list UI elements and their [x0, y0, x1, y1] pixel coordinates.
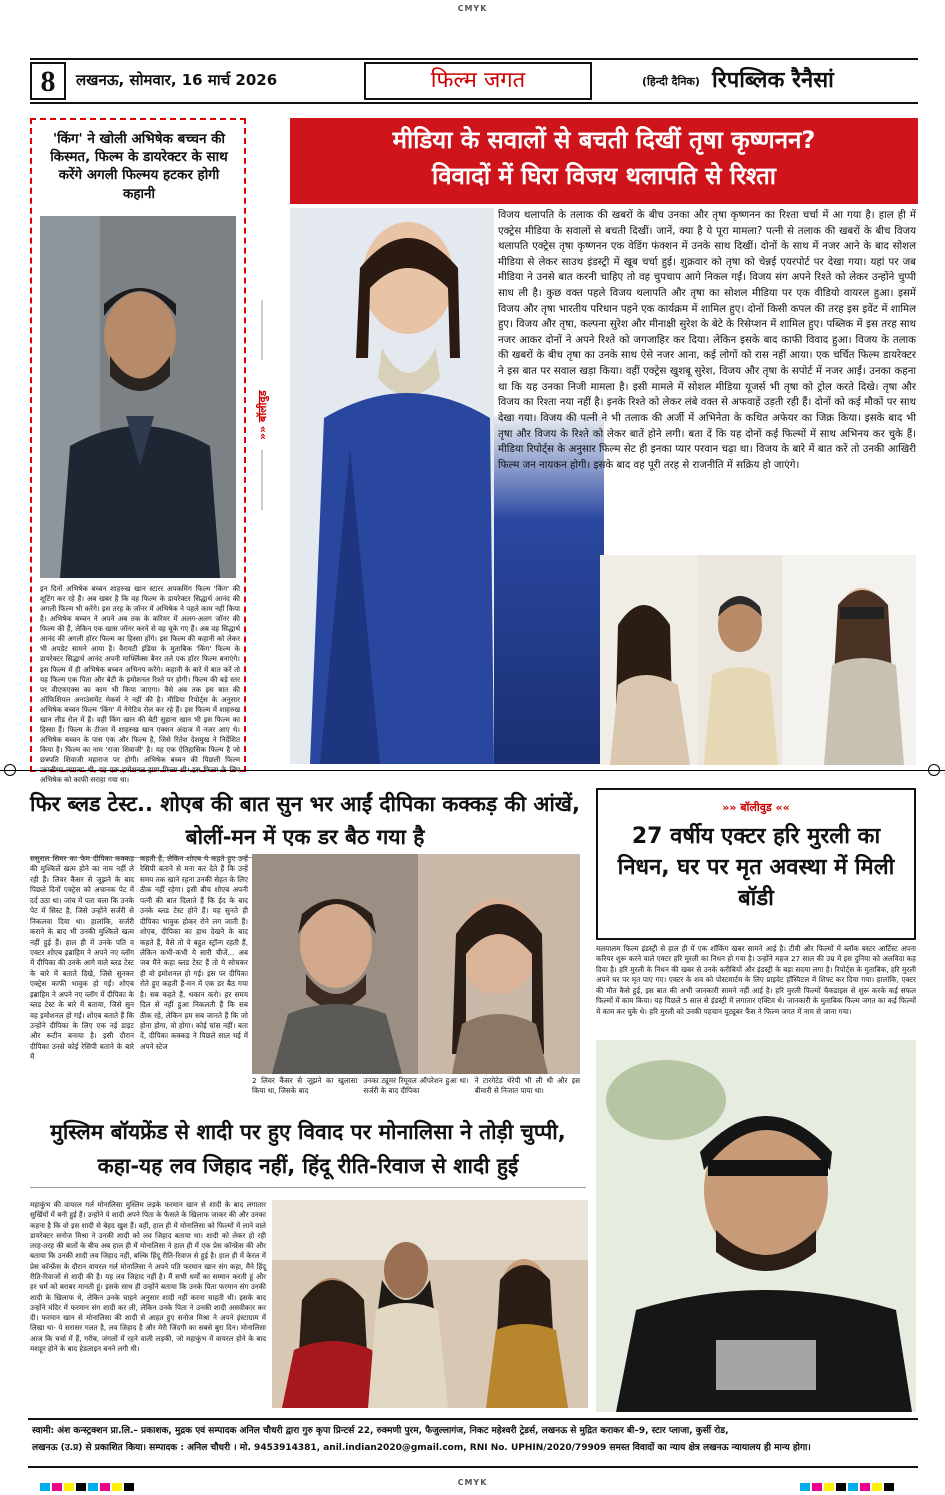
- hari-headline: 27 वर्षीय एक्टर हरि मुरली का निधन, घर पर मृत अवस्था में मिली बॉडी: [617, 824, 895, 911]
- swatch-black: [884, 1483, 894, 1491]
- dipika-foot-col1: 2 लिवर कैंसर से जूझने का खुलासा किया था, जिसके बाद: [252, 1076, 358, 1096]
- newspaper-brand: रिपब्लिक रैनैसां: [712, 68, 834, 93]
- side-tag-text: »» बॉलीवुड: [256, 390, 269, 440]
- imprint-footer: [28, 1418, 918, 1468]
- dateline: लखनऊ, सोमवार, 16 मार्च 2026: [76, 71, 278, 89]
- registration-mark-right: [928, 764, 940, 776]
- section-divider: [0, 770, 945, 771]
- dipika-shoaib-photo: [252, 854, 580, 1074]
- trisha-body: विजय थलापति के तलाक की खबरों के बीच उनका और तृषा कृष्णनन का रिश्ता चर्चा में आ गया है। हाल ही में एक्ट्रेस मीडिया के सवालों से बचती दिखीं। जानें, क्या है ये पूरा मामला? पत्नी से तलाक की खबरों के बीच विजय थलापति एक्ट्रेस तृषा कृष्णनन एक वेडिंग फंक्शन में उनके साथ दिखीं। दोनों के साथ में नजर आने के बाद सोशल मीडिया से लेकर साउथ इंडस्ट्री में खूब चर्चा हुई। शुक्रवार को तृषा को चेन्नई एयरपोर्ट पर देखा गया। यहां पर जब मीडिया ने उनसे बात करनी चाहिए तो वह चुपचाप आगे निकल गईं। विजय संग अपने रिश्ते को लेकर उन्होंने चुप्पी साध ली है। कुछ वक्त पहले विजय थलापति और तृषा का सोशल मीडिया पर एक वीडियो वायरल हुआ। इसमें विजय और तृषा भारतीय परिधान पहने एक कार्यक्रम में शामिल हुए। दोनों किसी कपल की तरह इस इवेंट में शामिल हुए। विजय और तृषा, कल्पना सुरेश और मीनाक्षी सुरेश के बेटे के रिसेप्शन में शामिल हुए। पब्लिक में इस तरह साथ नजर आकर दोनों ने अपने रिश्ते को जगजाहिर कर दिया। लेकिन इसके बाद काफी विवाद हुआ। विजय के तलाक की खबरों के बीच तृषा का उनके साथ ऐसे नजर आना, कई लोगों को रास नहीं आया। एक चर्चित फिल्म डायरेक्टर ने इस बात पर सवाल खड़ा किया। वहीं एक्ट्रेस खुशबू सुरेश, विजय और तृषा के सपोर्ट में नजर आईं। उनका कहना था कि यह उनका निजी मामला है। इसी मामले में सोशल मीडिया यूजर्स भी तृषा को ट्रोल करते दिखे। तृषा और विजय का रिश्ता नया नहीं है। इनके रिश्ते को लेकर लंबे वक्त से अफवाहें उड़ती रही हैं। दोनों को कई मौकों पर साथ देखा गया। विजय की पत्नी ने भी तलाक की अर्जी में अभिनेता के कथित अफेयर का जिक्र किया। इसके बाद भी तृषा और विजय के रिश्ते को लेकर बातें होने लगी। बता दें कि यह दोनों कई फिल्मों में साथ अभिनय कर चुके हैं। मीडिया रिपोर्ट्स के अनुसार फिल्म सेट ही इनका प्यार परवान चढ़ा था। विजय के बारे में बात करें तो उनकी आखिरी फिल्म जन नायकन होगी। इसके बाद वह पूरी तरह से राजनीति में सक्रिय हो जाएंगे।: [498, 210, 916, 471]
- trisha-headline-banner: [290, 118, 918, 204]
- trisha-photo: [290, 208, 494, 764]
- swatch-cyan: [848, 1483, 858, 1491]
- swatch-magenta: [860, 1483, 870, 1491]
- section-title: फिल्म जगत: [364, 62, 592, 100]
- dipika-body-col2: कहती हैं, लेकिन शोएब ये कहते हुए उन्हें रेसिपी बताने से मना कर देते हैं कि उन्हें समय तक खाने रहना उनकी सेहत के लिए ठीक नहीं रहेगा। इसी बीच शोएब अपनी पत्नी की बात दिलाते हैं कि ईद के बाद उनके ब्लड टेस्ट होने हैं। यह सुनते ही दीपिका भावुक होकर रोने लग जाती हैं। शोएब, दीपिका का हाथ देखने के बाद कहते हैं, वैसे तो ये बहुत स्ट्रॉन्ग रहती हैं, लेकिन कभी-कभी ये सारी चीजें... अब जब मैंने कहा ब्लड टेस्ट हैं तो ये सोचकर ही वो इमोशनल हो गई। इस पर दीपिका रोते हुए कहती हैं-मन में एक डर बैठ गया है। सब कहते हैं, थकान करो। हर समय दिल से नहीं हुआ निकलती हैं कि सब ठीक रहे, लेकिन हम सब जानते हैं कि जो होना होगा, वो होगा। कोई चांस नहीं। बता दें, दीपिका कक्कड़ ने पिछले साल मई में अपने स्टेज: [140, 854, 248, 1051]
- trisha-headline-line1: मीडिया के सवालों से बचती दिखीं तृषा कृष्णनन?: [392, 126, 816, 154]
- hari-body: मलयालम फिल्म इंडस्ट्री से हाल ही में एक शॉकिंग खबर सामने आई है। टीवी और फिल्मों में ब्लॉक बस्टर आर्टिस्ट अपना करियर शुरू करने वाले एक्टर हरि मुरली का निधन हो गया है। उन्होंने महज 27 साल की उम्र में इस दुनिया को अलविदा कह दिया है। हरि मुरली के निधन की खबर से उनके करीबियों और इंडस्ट्री के बड़ा सदमा लगा है। रिपोर्ट्स के मुताबिक, हरि मुरली अपने घर पर मृत पाए गए। एक्टर के शव को पोस्टमार्टम के लिए प्राइवेट हॉस्पिटल में शिफ्ट कर दिया गया। हालांकि, एक्टर की मौत कैसे हुई, इस बात की अभी जानकारी सामने नहीं आई है। हरि मुरली फिल्मों चैकडाइस से शुरू करके कई सफल फिल्मों में काम किया। यह पिछले 5 साल से इंडस्ट्री में लगातार एक्टिव थे। जानकारी के मुताबिक फिल्म जगत का कई फिल्मों में काम कर चुके थे। हरि मुरली को उनकी पहचान यूट्यूबर फैंस ने फिल्म जगत में नाम से जाना गया।: [596, 944, 916, 1016]
- hari-section-tag: »» बॉलीवुड ««: [722, 801, 790, 814]
- trisha-headline-line2: विवादों में घिरा विजय थलापति से रिश्ता: [432, 162, 776, 190]
- page-number: 8: [30, 62, 66, 100]
- swatch-yellow: [824, 1483, 834, 1491]
- person-illustration: [40, 216, 236, 578]
- abhishek-headline: 'किंग' ने खोली अभिषेक बच्चन की किस्मत, फिल्म के डायरेक्टर के साथ करेंगे अगली फिल्मय हटकर होगी कहानी: [50, 131, 228, 202]
- brand-subtitle: (हिन्दी दैनिक): [642, 75, 700, 88]
- dipika-headline: फिर ब्लड टेस्ट.. शोएब की बात सुन भर आईं दीपिका कक्कड़ की आंखें, बोलीं-मन में एक डर बैठ गया है: [30, 788, 580, 858]
- bollywood-vertical-tag: [252, 300, 272, 510]
- swatch-black: [836, 1483, 846, 1491]
- page-header: [30, 58, 918, 104]
- monalisa-body: महाकुंभ की वायरल गर्ल मोनालिसा मुस्लिम लड़के फरमान खान से शादी के बाद लगातार सुर्खियों में बनी हुई हैं। उन्होंने ये शादी अपने पिता के फैसले के खिलाफ जाकर की और उनका कहना है कि वो इस शादी से बेहद खुश हैं। वहीं, हाल ही में मोनालिसा को फिल्मों में लाने वाले डायरेक्टर सनोज मिश्रा ने उनकी शादी को लव जिहाद बताया था। शादी को लेकर हो रही तरह-तरह की बातों के बीच अब हाल ही में मोनालिसा ने हाल ही में एक प्रेस कॉन्फ्रेंस की और बताया कि उनकी शादी लव जिहाद नहीं, बल्कि हिंदू रीति-रिवाज से हुई है। हाल ही में केरल में प्रेस कॉन्फ्रेंस के दौरान वायरल गर्ल मोनालिसा ने अपने पति फरमान खान संग कहा, मैंने हिंदू रीति-रिवाजों से शादी की है। यह लव जिहाद नहीं है। मैं सभी धर्मों का सम्मान करती हूं और हर धर्म को बराबर मानती हूं। इसके साथ ही उन्होंने बताया कि उनके पिता फरमान संग उनकी शादी के खिलाफ थे, लेकिन उनके चाहने अनुसार शादी नहीं करना चाहती थी। इसके बाद उन्होंने मंदिर में फरमान संग शादी कर ली, लेकिन उनके पिता ने उनकी शादी असवीकार कर दी। फरमान खान से मोनालिसा की शादी से आहत हुए सनोज मिश्रा ने अपने इंस्टाग्राम में लिखा था- ये सरासर गलत है, लव जिहाद है और मेरी जिंदगी का सबसे बुरा दिन। मोनालिसा आज कि चर्चा में हैं, गरीब, जंगलों में रहने वाली लड़की, जो महाकुंभ में वायरल होने के बाद मशहूर होने के बाद हेडलाइन बनने लगी थी।: [30, 1200, 266, 1353]
- swatch-yellow: [872, 1483, 882, 1491]
- dipika-body-footer: [252, 1076, 580, 1097]
- dipika-foot-col3: ने टारगेटेड थेरेपी भी ली थी और इस बीमारी से निजात पाया था।: [474, 1076, 580, 1096]
- monalisa-wedding-photo: [272, 1200, 588, 1408]
- swatch-cyan: [800, 1483, 810, 1491]
- registration-mark-left: [4, 764, 16, 776]
- cmyk-mark-top: CMYK: [457, 4, 488, 13]
- color-swatches-right: [800, 1476, 896, 1495]
- swatch-magenta: [812, 1483, 822, 1491]
- hari-murali-headline-box: [596, 788, 916, 940]
- hari-murali-photo: [596, 1040, 916, 1412]
- dipika-body-col1: ससुराल सिमर का फेम दीपिका कक्कड़ की मुश्किलें खत्म होने का नाम नहीं ले रही हैं। लिवर कैंसर से जूझने के बाद पिछले दिनों एक्ट्रेस को अचानक पेट में दर्द उठा था। जांच में पता चला कि उनके पेट में सिस्ट है, जिसे उन्होंने सर्जरी से निकलवा दिया था। हालांकि, सर्जरी कराने के बाद भी उनकी मुश्किलें खत्म नहीं हुई हैं। हाल ही में उनके पति व एक्टर शोएब इब्राहिम ने अपने नए व्लॉग में दीपिका की उनके आगे वाले ब्लड टेस्ट के बारे में बताते दिखे, जिसे सुनकर एक्ट्रेस काफी भावुक हो गईं। शोएब इब्राहिम ने अपने नए व्लॉग में दीपिका के ब्लड टेस्ट के बारे में बताया, जिसे सुन वह इमोशनल हो गईं। शोएब बताते हैं कि उन्होंने दीपिका के लिए एक नई डाइट और रूटीन बनाया है। इसी दौरान दीपिका उनसे कोई रेसिपी बताने के बारे में: [30, 854, 134, 1062]
- abhishek-story: [30, 118, 246, 785]
- abhishek-body: इन दिनों अभिषेक बच्चन शाहरुख खान स्टारर अपकमिंग फिल्म 'किंग' की शूटिंग कर रहे हैं। अब खबर है कि वह फिल्म के डायरेक्टर सिद्धार्थ आनंद की अगली फिल्म भी करेंगे। इस तरह के जॉनर में अभिषेक ने पहले काम नहीं किया है। अभिषेक बच्चन ने अपने अब तक के करियर में अलग-अलग जॉनर की फिल्म की हैं, लेकिन एक खास जॉनर करने से वह चूके गए हैं। अब वह सिद्धार्थ आनंद की अगली हॉरर फिल्म का हिस्सा होंगे। इस फिल्म की कहानी को लेकर भी अपडेट सामने आया है। वैरायटी इंडिया के मुताबिक 'किंग' फिल्म के डायरेक्टर सिद्धार्थ आनंद अपनी मार्फ्लिक्स बैनर तले एक हॉरर फिल्म बनाएंगे। इस फिल्म में ही अभिषेक बच्चन अभिनय करेंगे। कहानी के बारे में बात करें तो यह फिल्म एक पिता और बेटी के इमोशनल रिश्ते पर होगी। फिल्म की बड़े स्तर पर वीएफएक्स का काम भी किया जाएगा। वैसे अब तक इस बात की ऑफिशियल अनाउंसमेंट मेकर्स ने नहीं की है। मीडिया रिपोर्ट्स के अनुसार अभिषेक बच्चन फिल्म 'किंग' में नेगेटिव रोल कर रहे हैं। इस फिल्म में शाहरुख खान लीड रोल में हैं। वहीं किंग खान की बेटी सुहाना खान भी इस फिल्म का हिस्सा हैं। फिल्म के टीजर में शाहरुख खान एक्शन अंदाज में नजर आए थे। अभिषेक बच्चन के पास एक और फिल्म है, जिसे रितेश देशमुख ने निर्देशित किया है। फिल्म का नाम 'राजा शिवाजी' है। यह एक ऐतिहासिक फिल्म है जो छत्रपति शिवाजी महाराज पर होगी। अभिषेक बच्चन की पिछली फिल्म अभिषेक को काफी सराहा गया था।: [40, 584, 240, 785]
- cmyk-mark-bottom: CMYK: [457, 1478, 488, 1487]
- imprint-line2: लखनऊ (उ.प्र) से प्रकाशित किया। सम्पादक : अनिल चौधरी । मो. 9453914381, anil.indian2020@gmail.com, RNI No. UPHIN/2020/79909 समस्त विवादों का न्याय क्षेत्र लखनऊ न्यायालय ही मान्य होगा।: [32, 1442, 811, 1453]
- monalisa-headline: मुस्लिम बॉयफ्रेंड से शादी पर हुए विवाद पर मोनालिसा ने तोड़ी चुप्पी, कहा-यह लव जिहाद नहीं, हिंदू रीति-रिवाज से शादी हुई: [30, 1116, 586, 1188]
- dipika-foot-col2: उनका ट्यूमर रिमूवल ऑपरेशन हुआ था। सर्जरी के बाद दीपिका: [363, 1076, 469, 1096]
- imprint-line1: स्वामी: अंश कन्स्ट्रक्शन प्रा.लि.– प्रकाशक, मुद्रक एवं सम्पादक अनिल चौधरी द्वारा गुरु कृपा प्रिन्टर्स 22, रुक्मणी पुरम, फैजुल्लागंज, निकट महेश्वरी ट्रेडर्स, लखनऊ से मुद्रित कराकर बी–9, स्टार प्लाजा, कुर्सी रोड,: [32, 1426, 729, 1436]
- vijay-trisha-collage: [600, 555, 916, 765]
- abhishek-photo: [40, 216, 236, 578]
